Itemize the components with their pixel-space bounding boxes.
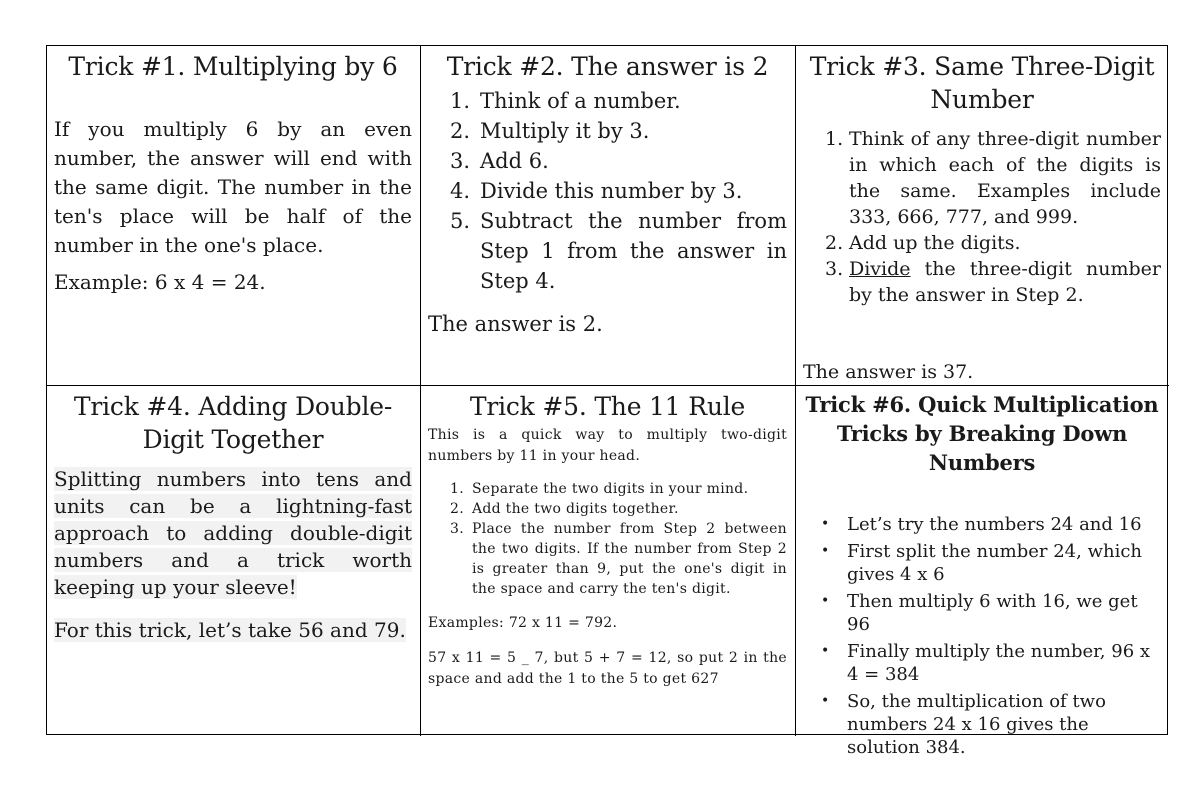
trick-4-title: Trick #4. Adding Double-Digit Together	[73, 392, 393, 454]
trick-3-answer: The answer is 37.	[803, 361, 974, 383]
trick-3-title: Trick #3. Same Three-Digit Number	[809, 52, 1155, 114]
trick-2-title: Trick #2. The answer is 2	[446, 52, 769, 81]
trick-3-cell	[796, 46, 1169, 386]
bullet-icon: •	[821, 516, 830, 532]
bullet-icon: •	[821, 543, 830, 559]
trick-5-example-2: 57 x 11 = 5 _ 7, but 5 + 7 = 12, so put 2 in the space and add the 1 to the 5 to get 627	[428, 650, 787, 687]
bullet-icon: •	[821, 693, 830, 709]
trick-4-cell	[47, 386, 421, 736]
bullet-icon: •	[821, 643, 830, 659]
list-item: 3. Place the number from Step 2 between the two digits. If the number from Step 2 is greater than 9, put the one's digit in the space and carry the ten's digit.	[450, 521, 787, 597]
list-item: • Then multiply 6 with 16, we get 96	[821, 591, 1138, 635]
trick-1-example: Example: 6 x 4 = 24.	[54, 270, 266, 294]
list-item: 2. Multiply it by 3.	[450, 119, 650, 143]
trick-3-steps	[803, 126, 1161, 308]
list-item: 3. Divide the three-digit number by the answer in Step 2.	[825, 258, 1161, 306]
list-item: • Finally multiply the number, 96 x 4 = 384	[821, 641, 1151, 685]
list-item: • Let’s try the numbers 24 and 16	[821, 514, 1142, 535]
trick-1-paragraph: If you multiply 6 by an even number, the answer will end with the same digit. The number in the ten's place will be half of the number in the one's place.	[54, 117, 412, 257]
tricks-table	[46, 45, 1168, 758]
list-item: 3. Add 6.	[450, 149, 549, 173]
trick-2-steps	[428, 86, 787, 296]
list-item: • So, the multiplication of two numbers 24 x 16 gives the solution 384.	[821, 691, 1106, 758]
list-item: 5. Subtract the number from Step 1 from the answer in Step 4.	[450, 209, 787, 293]
trick-5-intro: This is a quick way to multiply two-digit numbers by 11 in your head.	[428, 427, 787, 464]
list-item: 1. Think of a number.	[450, 89, 681, 113]
trick-4-paragraph-2: For this trick, let’s take 56 and 79.	[54, 618, 406, 642]
trick-6-cell	[796, 386, 1169, 758]
divide-underlined: Divide	[849, 258, 911, 280]
list-item: 1. Separate the two digits in your mind.	[450, 481, 749, 497]
list-item: • First split the number 24, which gives 4 x 6	[821, 541, 1143, 585]
list-item: 1. Think of any three-digit number in which each of the digits is the same. Examples include 333, 666, 777, and 999.	[825, 128, 1161, 228]
trick-2-answer: The answer is 2.	[428, 312, 603, 336]
list-item: 4. Divide this number by 3.	[450, 179, 743, 203]
trick-2-cell	[421, 46, 796, 386]
trick-1-title: Trick #1. Multiplying by 6	[68, 52, 398, 81]
bullet-icon: •	[821, 593, 830, 609]
trick-5-example-1: Examples: 72 x 11 = 792.	[428, 615, 618, 631]
trick-6-title: Trick #6. Quick Multiplication Tricks by Breaking Down Numbers	[805, 392, 1159, 475]
trick-1-cell	[47, 46, 421, 386]
list-item: 2. Add up the digits.	[825, 232, 1021, 254]
trick-6-bullets	[803, 513, 1161, 759]
trick-4-paragraph: Splitting numbers into tens and units can be a lightning-fast approach to adding double-digit numbers and a trick worth keeping up your sleeve!	[54, 467, 412, 599]
trick-5-cell	[421, 386, 796, 736]
trick-5-steps	[428, 479, 787, 599]
trick-5-title: Trick #5. The 11 Rule	[469, 392, 746, 421]
list-item: 2. Add the two digits together.	[450, 501, 679, 517]
